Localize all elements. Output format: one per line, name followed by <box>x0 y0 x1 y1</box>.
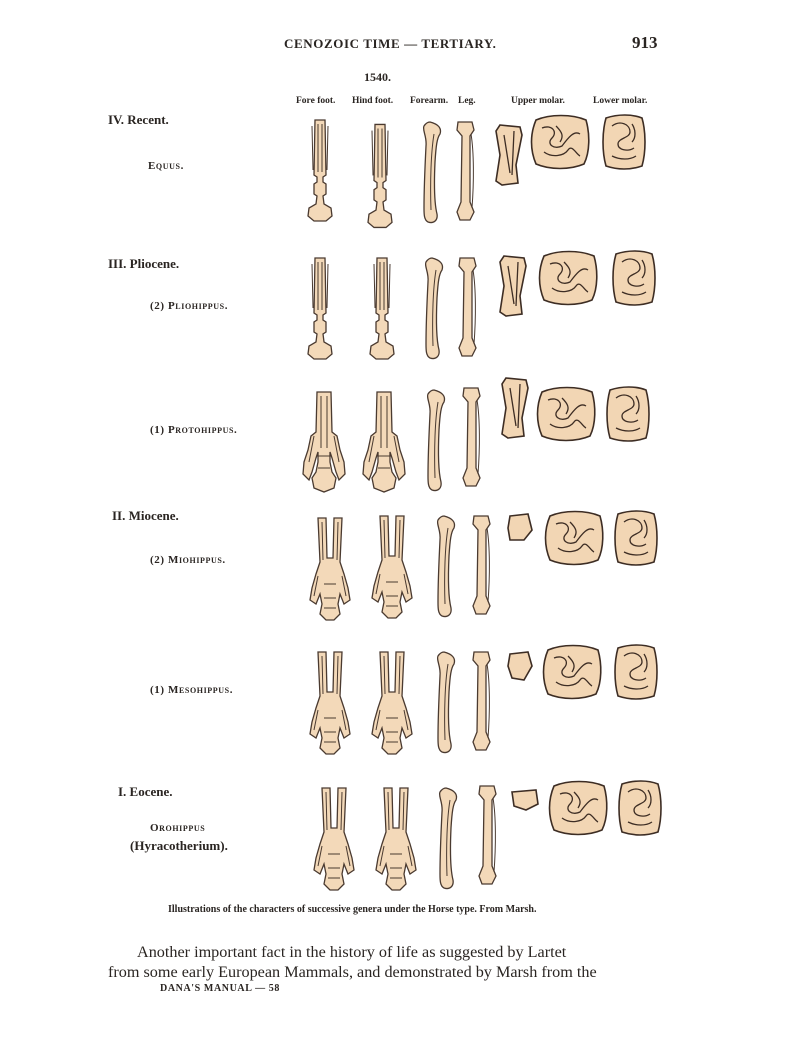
genus-label: (2) Pliohippus. <box>150 300 229 312</box>
upper-molar <box>538 388 595 441</box>
genus-alt-label: (Hyracotherium). <box>130 838 228 853</box>
hind-foot-bone <box>368 124 392 227</box>
hind-foot-bone <box>370 258 394 359</box>
lower-molar <box>615 645 657 699</box>
leg-bone <box>479 786 496 884</box>
fore-foot-bone <box>308 258 332 359</box>
forearm-bone <box>440 788 457 889</box>
fore-foot-bone <box>308 120 332 221</box>
column-header-leg: Leg. <box>458 96 476 106</box>
running-head: CENOZOIC TIME — TERTIARY. <box>284 36 497 51</box>
body-line: from some early European Mammals, and demonstrated by Marsh from the <box>108 963 597 981</box>
forearm-bone <box>438 652 455 753</box>
column-header-lower-molar: Lower molar. <box>593 96 648 106</box>
genus-label: (1) Protohippus. <box>150 424 238 436</box>
fore-foot-bone <box>303 392 345 492</box>
epoch-label: I. Eocene. <box>118 784 173 799</box>
upper-tooth <box>508 652 532 680</box>
leg-bone <box>459 258 476 356</box>
genus-label: Equus. <box>148 160 184 172</box>
hind-foot-bone <box>372 652 412 754</box>
leg-bone <box>473 652 490 750</box>
upper-molar <box>532 116 589 169</box>
upper-molar <box>544 646 601 699</box>
upper-molar <box>546 512 603 565</box>
lower-molar <box>619 781 661 835</box>
epoch-label: IV. Recent. <box>108 112 169 127</box>
epoch-label: III. Pliocene. <box>108 256 180 271</box>
column-header-upper-molar: Upper molar. <box>511 96 565 106</box>
fore-foot-bone <box>314 788 354 890</box>
forearm-bone <box>438 516 455 617</box>
genus-label: (2) Miohippus. <box>150 554 226 566</box>
upper-molar <box>540 252 597 305</box>
genus-label: (1) Mesohippus. <box>150 684 234 696</box>
fore-foot-bone <box>310 652 350 754</box>
hind-foot-bone <box>372 516 412 618</box>
genus-label: Orohippus <box>150 822 206 834</box>
hind-foot-bone <box>376 788 416 890</box>
column-header-fore-foot: Fore foot. <box>296 96 336 106</box>
hind-foot-bone <box>363 392 405 492</box>
figure-caption: Illustrations of the characters of successive genera under the Horse type. From Marsh. <box>168 904 537 915</box>
upper-tooth <box>496 125 522 185</box>
leg-bone <box>457 122 474 220</box>
upper-tooth <box>512 790 538 810</box>
column-header-hind-foot: Hind foot. <box>352 96 394 106</box>
upper-tooth <box>500 256 526 316</box>
forearm-bone <box>428 390 445 491</box>
signature-mark: DANA'S MANUAL — 58 <box>160 983 280 994</box>
lower-molar <box>607 387 649 441</box>
lower-molar <box>613 251 655 305</box>
upper-tooth <box>502 378 528 438</box>
body-line: Another important fact in the history of life as suggested by Lartet <box>137 943 567 961</box>
leg-bone <box>463 388 480 486</box>
body-text <box>108 942 668 982</box>
lower-molar <box>603 115 645 169</box>
lower-molar <box>615 511 657 565</box>
page-number: 913 <box>632 33 658 52</box>
figure-number: 1540. <box>364 70 391 84</box>
leg-bone <box>473 516 490 614</box>
forearm-bone <box>424 122 441 223</box>
upper-molar <box>550 782 607 835</box>
upper-tooth <box>508 514 532 540</box>
column-header-forearm: Forearm. <box>410 96 449 106</box>
fore-foot-bone <box>310 518 350 620</box>
epoch-label: II. Miocene. <box>112 508 179 523</box>
forearm-bone <box>426 258 443 359</box>
